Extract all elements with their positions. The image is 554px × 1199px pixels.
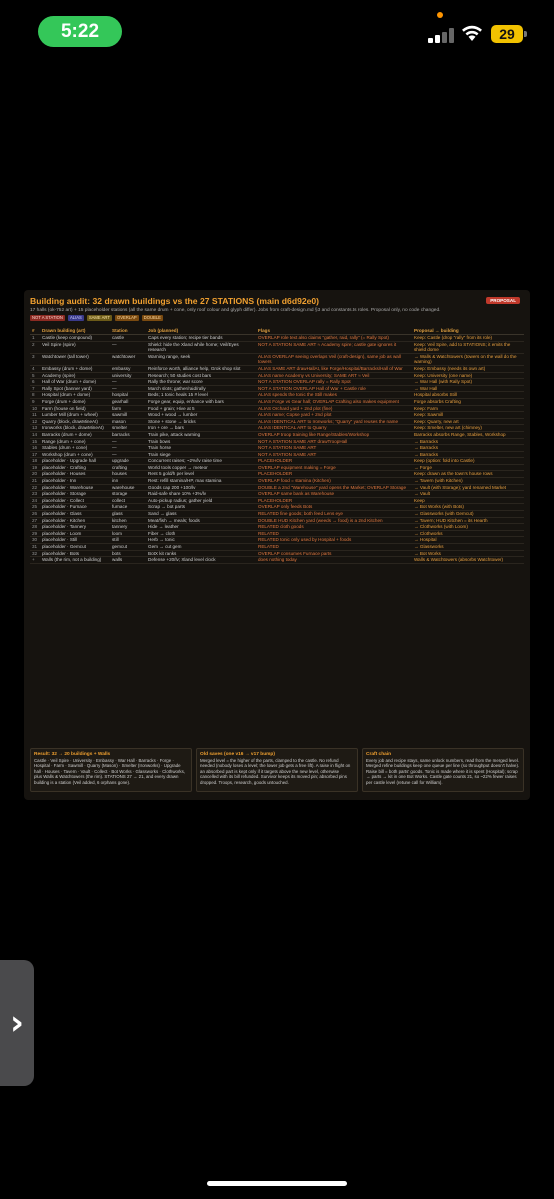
- row-building: placeholder · Loom: [40, 530, 110, 537]
- table-row: [30, 504, 524, 511]
- row-number: 10: [30, 405, 40, 412]
- row-job: Beds; 1 tonic heals 15 # level: [146, 392, 256, 399]
- row-station: tannery: [110, 524, 146, 531]
- table-row: [30, 431, 524, 438]
- row-proposal: Keep: University (one name): [412, 372, 524, 379]
- row-flags: ALIAS OVERLAP seeing overlaps Veil (craft-design), same job as wall towers: [256, 353, 412, 365]
- row-number: 9: [30, 398, 40, 405]
- craft-chain-panel: [362, 748, 524, 792]
- row-building: Quarry (block, drawMineAt): [40, 418, 110, 425]
- row-flags: RELATED: [256, 530, 412, 537]
- table-row: [30, 464, 524, 471]
- table-row: [30, 550, 524, 557]
- row-station: —: [110, 445, 146, 452]
- row-flags: ALIAS IDENTICAL ART to Ironworks; "Quarry" yard reuses the name: [256, 418, 412, 425]
- legend-double: DOUBLE: [143, 315, 161, 320]
- row-station: watchtower: [110, 353, 146, 365]
- row-station: upgrade: [110, 458, 146, 465]
- row-proposal: → Barracks: [412, 445, 524, 452]
- row-job: Rent 5 gold/h per level: [146, 471, 256, 478]
- row-number: 7: [30, 385, 40, 392]
- row-station: barracks: [110, 431, 146, 438]
- row-job: Scrap → bot parts: [146, 504, 256, 511]
- old-saves-panel: [196, 748, 358, 792]
- table-row: [30, 537, 524, 544]
- row-building: Forge (drum + dome): [40, 398, 110, 405]
- row-station: sawmill: [110, 412, 146, 419]
- row-building: Hospital (drum + dome): [40, 392, 110, 399]
- row-building: Watchtower (tall tower): [40, 353, 110, 365]
- row-number: 4: [30, 365, 40, 372]
- row-flags: RELATED cloth goods: [256, 524, 412, 531]
- row-station: gemcut: [110, 544, 146, 551]
- col-flags: Flags: [256, 326, 412, 335]
- row-flags: RELATED tonic only used by Hospital + foods: [256, 537, 412, 544]
- status-time: 5:22: [60, 20, 100, 42]
- row-job: World tools copper → meteor: [146, 464, 256, 471]
- wifi-icon: [461, 24, 483, 42]
- row-building: Stables (drum + cone): [40, 445, 110, 452]
- row-station: smelter: [110, 425, 146, 432]
- table-row: [30, 471, 524, 478]
- cellular-signal-icon: [428, 26, 456, 43]
- legend-alias: ALIAS: [69, 315, 82, 320]
- row-building: Veil Spire (spire): [40, 341, 110, 353]
- table-row: [30, 445, 524, 452]
- legend-same-art: SAME ART: [88, 315, 110, 320]
- row-station: university: [110, 372, 146, 379]
- row-job: Food + grain; Hive at 5: [146, 405, 256, 412]
- craft-chain-body: Every job and recipe stays, same unlock numbers, read from the merged level. Merged refine buildings keep one queue per line (so throughput doesn't halve). Raise bill = both parts' goods. Tonic is made where it is spent (Hospital); scrap → parts → kit in one Bot Works. Castle gate counts 21, so ~22% fewer raises per castle level (retune call for William).: [366, 758, 520, 785]
- row-station: walls: [110, 557, 146, 564]
- table-row: [30, 392, 524, 399]
- row-job: Herb → tonic: [146, 537, 256, 544]
- row-job: Rally the throne; war score: [146, 379, 256, 386]
- row-flags: ALIAS Orchard yard + 2nd plot (fine): [256, 405, 412, 412]
- row-proposal: Keep (option: fold into Castle): [412, 458, 524, 465]
- row-building: placeholder · Still: [40, 537, 110, 544]
- row-job: Wood + wood → lumber: [146, 412, 256, 419]
- row-proposal: Keep: Castle (drop "rally" from its role): [412, 335, 524, 342]
- table-row: [30, 418, 524, 425]
- audit-table: [30, 326, 524, 564]
- craft-chain-title: Craft chain: [366, 752, 392, 757]
- row-number: 13: [30, 425, 40, 432]
- row-proposal: Keep: Embassy (needs its own art): [412, 365, 524, 372]
- row-station: hospital: [110, 392, 146, 399]
- row-number: 27: [30, 517, 40, 524]
- old-saves-title: Old saves (one v16 → v17 bump): [200, 752, 275, 757]
- row-job: Raid-safe share 10% +3%/lv: [146, 491, 256, 498]
- row-building: Lumber Mill (drum + wheel): [40, 412, 110, 419]
- col-number: #: [30, 326, 40, 335]
- row-proposal: → War Hall: [412, 385, 524, 392]
- row-job: Shield: hide the Xland while home; Veil/Eyes research: [146, 341, 256, 353]
- row-station: kitchen: [110, 517, 146, 524]
- row-flags: NOT A STATION SAME ART drawTroopHall: [256, 438, 412, 445]
- table-row: [30, 335, 524, 342]
- row-flags: OVERLAP troop training like Range/Stables/Workshop: [256, 431, 412, 438]
- table-header-row: [30, 326, 524, 335]
- row-number: 25: [30, 504, 40, 511]
- row-job: Iron + ore → bars: [146, 425, 256, 432]
- row-job: Gem → cut gem: [146, 544, 256, 551]
- row-building: Range (drum + cone): [40, 438, 110, 445]
- row-job: Stone + stone → bricks: [146, 418, 256, 425]
- row-job: Train bows: [146, 438, 256, 445]
- row-number: 5: [30, 372, 40, 379]
- row-station: inn: [110, 478, 146, 485]
- row-station: farm: [110, 405, 146, 412]
- row-station: storage: [110, 491, 146, 498]
- row-flags: OVERLAP food = stamina (Kitchen): [256, 478, 412, 485]
- table-row: [30, 379, 524, 386]
- table-row: [30, 478, 524, 485]
- row-station: —: [110, 438, 146, 445]
- row-number: 28: [30, 524, 40, 531]
- row-building: Castle (keep compound): [40, 335, 110, 342]
- row-station: houses: [110, 471, 146, 478]
- table-row: [30, 458, 524, 465]
- row-flags: ALIAS Forge vs Gear hall; OVERLAP Crafting also makes equipment: [256, 398, 412, 405]
- row-station: bots: [110, 550, 146, 557]
- row-proposal: → Clothworks: [412, 530, 524, 537]
- table-row: [30, 524, 524, 531]
- row-station: embassy: [110, 365, 146, 372]
- row-number: 18: [30, 458, 40, 465]
- table-row: [30, 491, 524, 498]
- table-row: [30, 497, 524, 504]
- clock-pill[interactable]: [38, 16, 122, 47]
- home-indicator[interactable]: [207, 1181, 347, 1186]
- row-job: Goods cap 200 +100/lv: [146, 484, 256, 491]
- battery-icon: [491, 25, 523, 43]
- row-station: collect: [110, 497, 146, 504]
- row-number: +: [30, 557, 40, 564]
- col-job: Job (planned): [146, 326, 256, 335]
- row-proposal: Hospital absorbs Still: [412, 392, 524, 399]
- row-flags: OVERLAP role text also claims "gather, raid, rally" (= Rally Spot): [256, 335, 412, 342]
- row-building: placeholder · Inn: [40, 478, 110, 485]
- row-building: Rally Spot (banner yard): [40, 385, 110, 392]
- row-station: glass: [110, 511, 146, 518]
- row-proposal: → Bot Works (with Bots): [412, 504, 524, 511]
- row-station: warehouse: [110, 484, 146, 491]
- row-proposal: Keep: drawn as the town's house rows: [412, 471, 524, 478]
- table-row: [30, 438, 524, 445]
- row-flags: DOUBLE a 2nd "Warehouse" yard opens the Market; OVERLAP Storage: [256, 484, 412, 491]
- row-proposal: Keep: Sawmill: [412, 412, 524, 419]
- row-job: Rest: refill stamina/HP, max stamina: [146, 478, 256, 485]
- row-flags: OVERLAP consumes Furnace parts: [256, 550, 412, 557]
- row-building: Farm (house on field): [40, 405, 110, 412]
- row-proposal: → Tavern (with Kitchen): [412, 478, 524, 485]
- battery-level: 29: [499, 26, 515, 42]
- row-flags: PLACEHOLDER: [256, 497, 412, 504]
- row-proposal: Keep: [412, 497, 524, 504]
- row-number: 21: [30, 478, 40, 485]
- row-proposal: → Clothworks (with Loom): [412, 524, 524, 531]
- row-station: gearhall: [110, 398, 146, 405]
- table-row: [30, 372, 524, 379]
- row-number: 22: [30, 484, 40, 491]
- row-number: 1: [30, 335, 40, 342]
- row-proposal: → Barracks: [412, 438, 524, 445]
- row-station: —: [110, 451, 146, 458]
- row-flags: PLACEHOLDER: [256, 471, 412, 478]
- row-building: placeholder · Warehouse: [40, 484, 110, 491]
- row-flags: RELATED fine goods; both feed Lens eye: [256, 511, 412, 518]
- flag-legend: [30, 315, 524, 321]
- table-row: [30, 341, 524, 353]
- row-building: placeholder · Tannery: [40, 524, 110, 531]
- row-proposal: Keep: Farm: [412, 405, 524, 412]
- row-building: Walls (the rim, not a building): [40, 557, 110, 564]
- row-flags: NOT A STATION SAME ART ≈ Academy spire; castle gate ignores it: [256, 341, 412, 353]
- row-flags: NOT A STATION OVERLAP Hall of War + Castle role: [256, 385, 412, 392]
- row-flags: OVERLAP only feeds Bots: [256, 504, 412, 511]
- row-building: Hall of War (drum + dome): [40, 379, 110, 386]
- table-row: [30, 398, 524, 405]
- row-proposal: → Bot Works: [412, 550, 524, 557]
- row-flags: ALIAS IDENTICAL ART to Quarry: [256, 425, 412, 432]
- row-proposal: Walls & Watchtowers (absorbs Watchtower): [412, 557, 524, 564]
- row-job: Train siege: [146, 451, 256, 458]
- row-number: 11: [30, 412, 40, 419]
- card-title: Building audit: 32 drawn buildings vs the 27 STATIONS (main d6d92e0): [30, 296, 320, 306]
- row-building: placeholder · Storage: [40, 491, 110, 498]
- row-flags: ALIAS name Academy vs University; SAME ART ≈ Veil: [256, 372, 412, 379]
- row-station: still: [110, 537, 146, 544]
- row-station: —: [110, 341, 146, 353]
- table-row: [30, 484, 524, 491]
- row-station: mason: [110, 418, 146, 425]
- row-station: —: [110, 379, 146, 386]
- row-number: 20: [30, 471, 40, 478]
- row-number: 24: [30, 497, 40, 504]
- side-panel-handle[interactable]: [0, 960, 34, 1086]
- table-row: [30, 557, 524, 564]
- row-number: 12: [30, 418, 40, 425]
- row-number: 26: [30, 511, 40, 518]
- row-job: Hide → leather: [146, 524, 256, 531]
- row-station: loom: [110, 530, 146, 537]
- row-station: furnace: [110, 504, 146, 511]
- audit-card: [24, 290, 530, 800]
- row-proposal: → Barracks: [412, 451, 524, 458]
- legend-overlap: OVERLAP: [116, 315, 137, 320]
- row-number: 19: [30, 464, 40, 471]
- row-job: Forge gear, equip, enhance with bars: [146, 398, 256, 405]
- row-proposal: Barracks absorbs Range, Stables, Workshop: [412, 431, 524, 438]
- row-flags: NOT A STATION SAME ART: [256, 451, 412, 458]
- row-flags: ALIAS SAME ART drawHallAt, like Forge/Hospital/Barracks/Hall of War: [256, 365, 412, 372]
- row-building: placeholder · Glass: [40, 511, 110, 518]
- row-flags: OVERLAP equipment making = Forge: [256, 464, 412, 471]
- row-building: placeholder · Kitchen: [40, 517, 110, 524]
- table-row: [30, 451, 524, 458]
- row-number: 6: [30, 379, 40, 386]
- row-proposal: → Glassworks: [412, 544, 524, 551]
- row-flags: OVERLAP same bank as Warehouse: [256, 491, 412, 498]
- row-flags: DOUBLE HUD Kitchen yard (weeds → food) is a 2nd Kitchen: [256, 517, 412, 524]
- row-job: March slots; gather/raid/rally: [146, 385, 256, 392]
- table-row: [30, 530, 524, 537]
- row-job: Sand → glass: [146, 511, 256, 518]
- row-number: 3: [30, 353, 40, 365]
- row-proposal: → War Hall (with Rally Spot): [412, 379, 524, 386]
- status-bar: [0, 0, 554, 64]
- result-body: Castle · Veil Spire · University · Embassy · War Hall · Barracks · Forge · Hospital · Farm · Sawmill · Quarry (Mason) · Smelter (Ironworks) · Upgrade hall · Houses · Tavern · Vault · Collect · Bot Works · Glassworks · Clothworks, plus Walls & Watchtowers (the rim). STATIONS 27 → 21, and every drawn building is a station (Veil added, 6 orphans gone).: [34, 758, 186, 785]
- row-flags: ALIAS spends the tonic the Still makes: [256, 392, 412, 399]
- result-panel: [30, 748, 192, 792]
- row-building: placeholder · Upgrade hall: [40, 458, 110, 465]
- card-subtitle: 17 halls (ok-752 art) + 15 placeholder stations (all the same drum + cone, only roof colour and glyph differ). Jobs from craft-design.md §3 and constants.ts roles. Proposal only, no code changed.: [30, 308, 441, 313]
- row-station: —: [110, 385, 146, 392]
- result-title: Result: 32 → 20 buildings + Walls: [34, 752, 111, 757]
- row-proposal: Keep: Veil Spire, add to STATIONS; it emits the shield dome: [412, 341, 524, 353]
- row-building: placeholder · Crafting: [40, 464, 110, 471]
- table-row: [30, 517, 524, 524]
- row-proposal: → Vault: [412, 491, 524, 498]
- row-building: Barracks (drum + dome): [40, 431, 110, 438]
- row-building: placeholder · Bots: [40, 550, 110, 557]
- legend-not-a-station: NOT A STATION: [32, 315, 63, 320]
- row-job: Reinforce worth, alliance help, Grok shop slot: [146, 365, 256, 372]
- row-job: Caps every station; recipe tier bands: [146, 335, 256, 342]
- row-number: 30: [30, 537, 40, 544]
- chevron-right-icon: ›: [9, 1003, 24, 1043]
- row-job: Auto-pickup radius; gather yield: [146, 497, 256, 504]
- table-row: [30, 425, 524, 432]
- row-building: placeholder · Gemcut: [40, 544, 110, 551]
- col-proposal: Proposal → building: [412, 326, 524, 335]
- row-flags: NOT A STATION SAME ART: [256, 445, 412, 452]
- row-job: Defense +20/lv; Xland level clock: [146, 557, 256, 564]
- row-building: placeholder · Houses: [40, 471, 110, 478]
- row-proposal: Keep: Smelter, new art (chimney): [412, 425, 524, 432]
- row-building: Workshop (drum + cone): [40, 451, 110, 458]
- row-number: 16: [30, 445, 40, 452]
- card-header: [30, 296, 524, 321]
- row-number: 29: [30, 530, 40, 537]
- row-flags: NOT A STATION OVERLAP rally = Rally Spot: [256, 379, 412, 386]
- row-building: Embassy (drum + dome): [40, 365, 110, 372]
- col-building: Drawn building (art): [40, 326, 110, 335]
- row-job: BotX kit ranks: [146, 550, 256, 557]
- row-number: 31: [30, 544, 40, 551]
- row-job: Concurrent raises; ~2%/lv raise time: [146, 458, 256, 465]
- battery-tip: [524, 31, 527, 37]
- row-station: castle: [110, 335, 146, 342]
- row-proposal: → Glassworks (with Gemcut): [412, 511, 524, 518]
- row-proposal: → Tavern; HUD Kitchen = its Hearth: [412, 517, 524, 524]
- table-row: [30, 511, 524, 518]
- table-row: [30, 353, 524, 365]
- row-job: Research; 50 studies cost bars: [146, 372, 256, 379]
- row-flags: does nothing today: [256, 557, 412, 564]
- row-proposal: → Vault (with Storage); yard renamed Market: [412, 484, 524, 491]
- row-job: Warning range, seek: [146, 353, 256, 365]
- row-building: Academy (spire): [40, 372, 110, 379]
- table-row: [30, 544, 524, 551]
- table-row: [30, 385, 524, 392]
- row-proposal: → Walls & Watchtowers (towers on the wall do the warning): [412, 353, 524, 365]
- row-flags: PLACEHOLDER: [256, 458, 412, 465]
- row-number: 32: [30, 550, 40, 557]
- old-saves-body: Merged level = the higher of the parts, clamped to the castle. No refund needed (nobody loses a level; the lower job gets a free lift). A raise in flight on an absorbed part is kept only if it targets above the new level, otherwise cancelled with its bill refunded. Survivor keeps its moved pin; absorbed pins dropped. Troops, research, goods untouched.: [200, 758, 351, 785]
- row-flags: RELATED: [256, 544, 412, 551]
- row-building: placeholder · Furnace: [40, 504, 110, 511]
- row-number: 8: [30, 392, 40, 399]
- row-station: crafting: [110, 464, 146, 471]
- table-row: [30, 405, 524, 412]
- row-number: 17: [30, 451, 40, 458]
- privacy-indicator-dot: [437, 12, 443, 18]
- row-job: Train horse: [146, 445, 256, 452]
- row-number: 23: [30, 491, 40, 498]
- row-job: Meat/fish → meals; foods: [146, 517, 256, 524]
- row-number: 15: [30, 438, 40, 445]
- table-row: [30, 365, 524, 372]
- proposal-badge: PROPOSAL: [486, 297, 520, 304]
- row-flags: ALIAS name; Copse yard + 2nd plot: [256, 412, 412, 419]
- row-number: 2: [30, 341, 40, 353]
- row-job: Fiber → cloth: [146, 530, 256, 537]
- row-proposal: Keep: Quarry, new art: [412, 418, 524, 425]
- row-proposal: → Forge: [412, 464, 524, 471]
- row-proposal: → Hospital: [412, 537, 524, 544]
- col-station: Station: [110, 326, 146, 335]
- row-building: placeholder · Collect: [40, 497, 110, 504]
- row-number: 14: [30, 431, 40, 438]
- audit-table-body: [30, 335, 524, 564]
- row-proposal: Forge absorbs Crafting: [412, 398, 524, 405]
- row-building: Ironworks (block, drawMineAt): [40, 425, 110, 432]
- table-row: [30, 412, 524, 419]
- row-job: Train pike, attack warning: [146, 431, 256, 438]
